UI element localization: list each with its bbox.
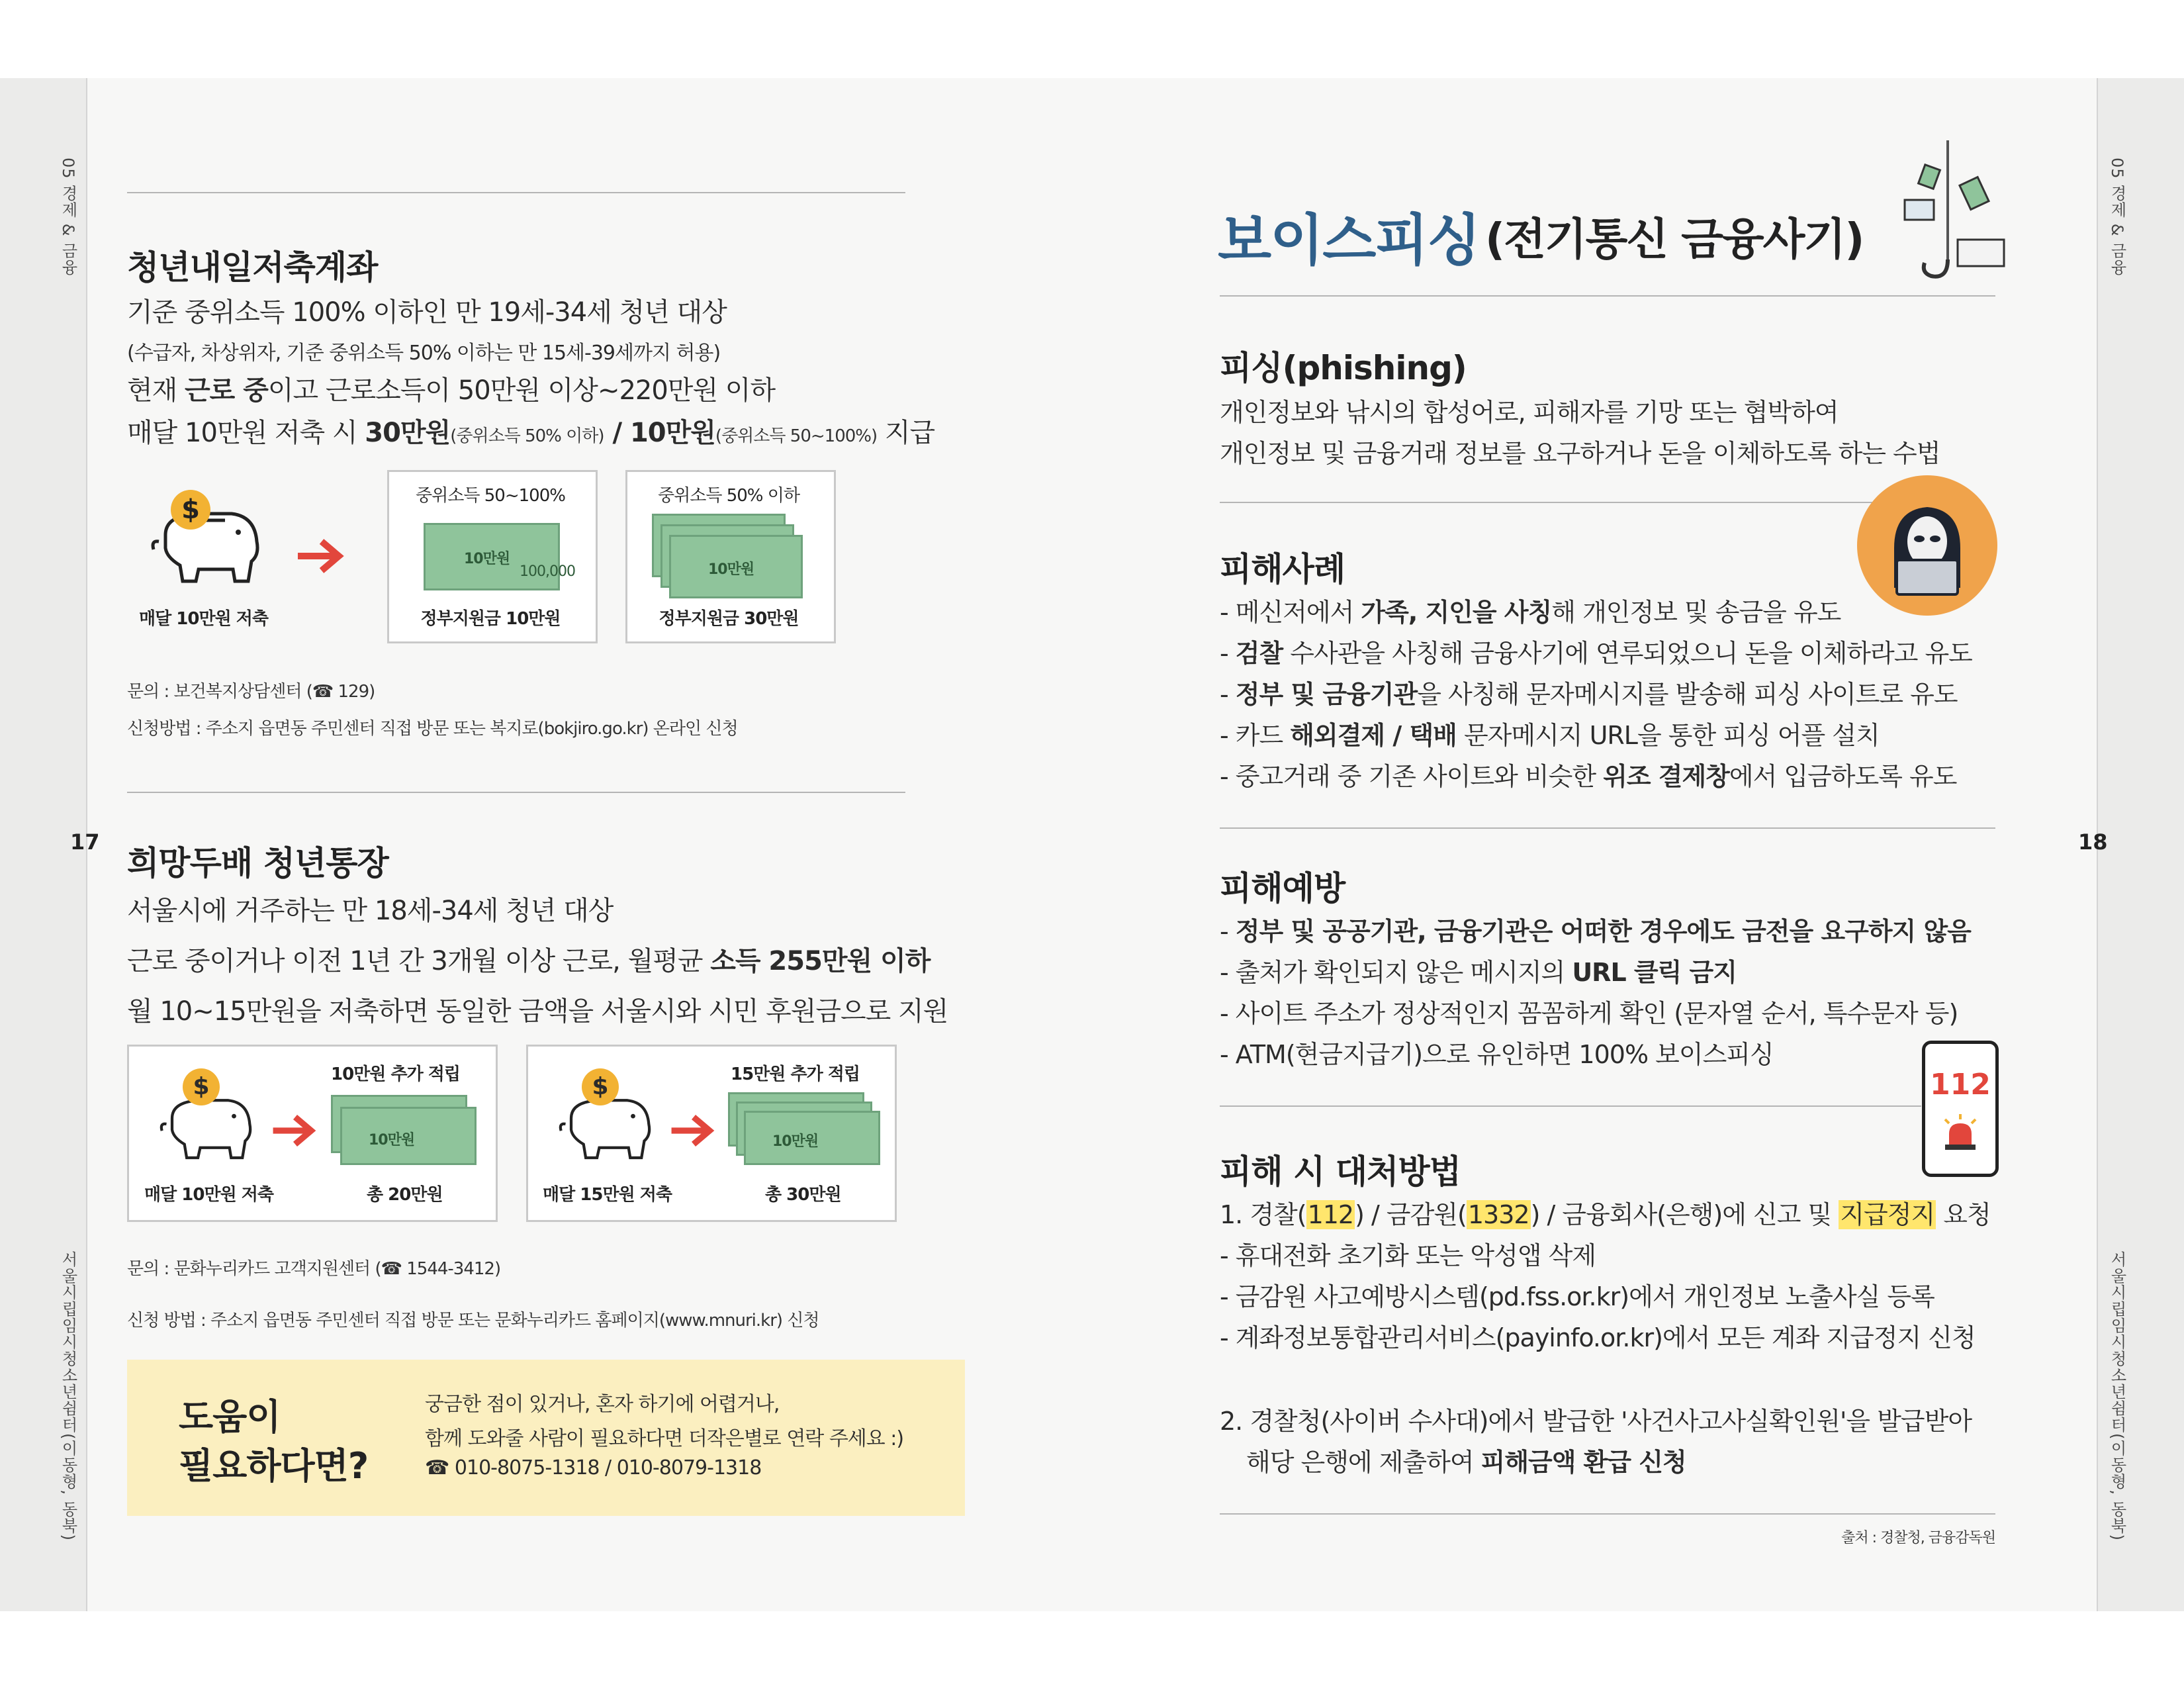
savings-box-10-left: 매달 10만원 저축 xyxy=(144,1185,273,1205)
divider xyxy=(1220,502,1882,503)
help-title-2: 필요하다면? xyxy=(179,1445,369,1487)
coin-icon: $ xyxy=(183,1068,220,1105)
divider xyxy=(1220,295,1995,297)
account1-contact: 문의 : 보건복지상담센터 (☎ 129) xyxy=(127,682,375,702)
response-item: - 계좌정보통합관리서비스(payinfo.or.kr)에서 모든 계좌 지급정지 신청 xyxy=(1220,1323,1976,1352)
help-line1: 궁금한 점이 있거나, 혼자 하기에 어렵거나, xyxy=(425,1393,780,1416)
help-title-1: 도움이 xyxy=(179,1396,281,1438)
piggy-caption: 매달 10만원 저축 xyxy=(139,609,268,629)
account2-apply: 신청 방법 : 주소지 읍면동 주민센터 직접 방문 또는 문화누리카드 홈페이지(www.mnuri.kr) 신청 xyxy=(127,1311,819,1331)
phishing-heading: 피싱(phishing) xyxy=(1220,349,1467,387)
savings-box-15-right: 총 30만원 xyxy=(765,1185,841,1205)
account2-line1: 서울시에 거주하는 만 18세-34세 청년 대상 xyxy=(127,896,614,926)
savings-box-15-top: 15만원 추가 적립 xyxy=(731,1064,860,1084)
page-title: 보이스피싱 xyxy=(1218,208,1480,273)
banknote-icon: 10만원 xyxy=(669,535,803,598)
prevention-item: - 사이트 주소가 정상적인지 꼼꼼하게 확인 (문자열 순서, 특수문자 등) xyxy=(1220,999,1958,1028)
cases-heading: 피해사례 xyxy=(1220,550,1345,588)
fishing-hook-icon xyxy=(1885,140,2011,286)
banknote-icon: 10만원 100,000 xyxy=(424,523,560,590)
divider xyxy=(1220,1105,1921,1107)
coin-icon: $ xyxy=(171,490,210,530)
case-item: - 중고거래 중 기존 사이트와 비슷한 위조 결제창에서 입금하도록 유도 xyxy=(1220,762,1957,791)
savings-box-10-top: 10만원 추가 적립 xyxy=(331,1064,460,1084)
case-item: - 검찰 수사관을 사칭해 금융사기에 연루되었으니 돈을 이체하라고 유도 xyxy=(1220,639,1972,668)
right-footer-label: 서울시립임시청소년쉼터(이동형, 동북) xyxy=(2108,1251,2126,1541)
case-item: - 메신저에서 가족, 지인을 사칭해 개인정보 및 송금을 유도 xyxy=(1220,598,1841,627)
divider xyxy=(1220,1513,1995,1515)
response-item: - 휴대전화 초기화 또는 악성앱 삭제 xyxy=(1220,1241,1596,1270)
source-note: 출처 : 경찰청, 금융감독원 xyxy=(1841,1530,1995,1546)
prevention-item: - 출처가 확인되지 않은 메시지의 URL 클릭 금지 xyxy=(1220,958,1737,987)
banknote-icon: 10만원 xyxy=(744,1111,880,1165)
prevention-item: - ATM(현금지급기)으로 유인하면 100% 보이스피싱 xyxy=(1220,1040,1774,1069)
right-page-number: 18 xyxy=(2078,829,2108,855)
help-phone: ☎ 010-8075-1318 / 010-8079-1318 xyxy=(425,1456,762,1479)
response-line1: 1. 경찰(112) / 금감원(1332) / 금융회사(은행)에 신고 및 지급정지 요청 xyxy=(1220,1200,1991,1229)
phishing-line1: 개인정보와 낚시의 합성어로, 피해자를 기망 또는 협박하여 xyxy=(1220,398,1839,427)
phishing-line2: 개인정보 및 금융거래 정보를 요구하거나 돈을 이체하도록 하는 수법 xyxy=(1220,439,1940,468)
response-heading: 피해 시 대처방법 xyxy=(1220,1152,1461,1191)
account2-contact: 문의 : 문화누리카드 고객지원센터 (☎ 1544-3412) xyxy=(127,1259,501,1279)
account2-line2: 근로 중이거나 이전 1년 간 3개월 이상 근로, 월평균 소득 255만원 이하 xyxy=(127,946,931,976)
support-box-30-bottom: 정부지원금 30만원 xyxy=(659,609,799,629)
savings-box-15-left: 매달 15만원 저축 xyxy=(543,1185,672,1205)
account1-line1: 기준 중위소득 100% 이하인 만 19세-34세 청년 대상 xyxy=(127,297,727,328)
response-item: - 금감원 사고예방시스템(pd.fss.or.kr)에서 개인정보 노출사실 등록 xyxy=(1220,1282,1934,1311)
prevention-item: - 정부 및 공공기관, 금융기관은 어떠한 경우에도 금전을 요구하지 않음 xyxy=(1220,917,1971,946)
phone-112-icon: 112 xyxy=(1922,1041,1999,1177)
left-footer-label: 서울시립임시청소년쉼터(이동형, 동북) xyxy=(59,1251,77,1541)
prevention-heading: 피해예방 xyxy=(1220,869,1345,908)
right-section-label: 05 경제 & 금융 xyxy=(2108,158,2126,276)
support-box-30-top: 중위소득 50% 이하 xyxy=(657,486,799,506)
divider xyxy=(127,792,905,793)
account1-apply: 신청방법 : 주소지 읍면동 주민센터 직접 방문 또는 복지로(bokjiro.go.kr) 온라인 신청 xyxy=(127,719,738,739)
arrow-right-icon xyxy=(270,1113,320,1148)
account2-title: 희망두배 청년통장 xyxy=(127,844,388,882)
account2-line3: 월 10~15만원을 저축하면 동일한 금액을 서울시와 시민 후원금으로 지원 xyxy=(127,996,948,1027)
case-item: - 정부 및 금융기관을 사칭해 문자메시지를 발송해 피싱 사이트로 유도 xyxy=(1220,680,1958,709)
left-section-label: 05 경제 & 금융 xyxy=(59,158,77,276)
banknote-icon: 10만원 xyxy=(340,1107,477,1165)
support-box-10-bottom: 정부지원금 10만원 xyxy=(420,609,561,629)
arrow-right-icon xyxy=(668,1113,719,1148)
hacker-icon xyxy=(1857,475,1997,616)
coin-icon: $ xyxy=(582,1068,619,1105)
left-page-number: 17 xyxy=(70,829,100,855)
response-line2: 2. 경찰청(사이버 수사대)에서 발급한 '사건사고사실확인원'을 발급받아 xyxy=(1220,1407,1972,1436)
account1-line3: 현재 근로 중이고 근로소득이 50만원 이상~220만원 이하 xyxy=(127,375,776,406)
divider xyxy=(127,192,905,193)
arrow-right-icon xyxy=(295,538,348,575)
account1-line4: 매달 10만원 저축 시 30만원(중위소득 50% 이하) / 10만원(중위소득 50~100%) 지급 xyxy=(127,418,935,448)
case-item: - 카드 해외결제 / 택배 문자메시지 URL을 통한 피싱 어플 설치 xyxy=(1220,721,1880,750)
help-line2: 함께 도와줄 사람이 필요하다면 더작은별로 연락 주세요 :) xyxy=(425,1427,904,1450)
divider xyxy=(1220,827,1995,829)
response-line3: 해당 은행에 제출하여 피해금액 환급 신청 xyxy=(1246,1448,1686,1477)
support-box-10-top: 중위소득 50~100% xyxy=(416,486,565,506)
account1-line2: (수급자, 차상위자, 기준 중위소득 50% 이하는 만 15세-39세까지 허용) xyxy=(127,342,721,365)
page-subtitle: (전기통신 금융사기) xyxy=(1485,214,1864,265)
account1-title: 청년내일저축계좌 xyxy=(127,248,378,287)
savings-box-10-right: 총 20만원 xyxy=(367,1185,443,1205)
